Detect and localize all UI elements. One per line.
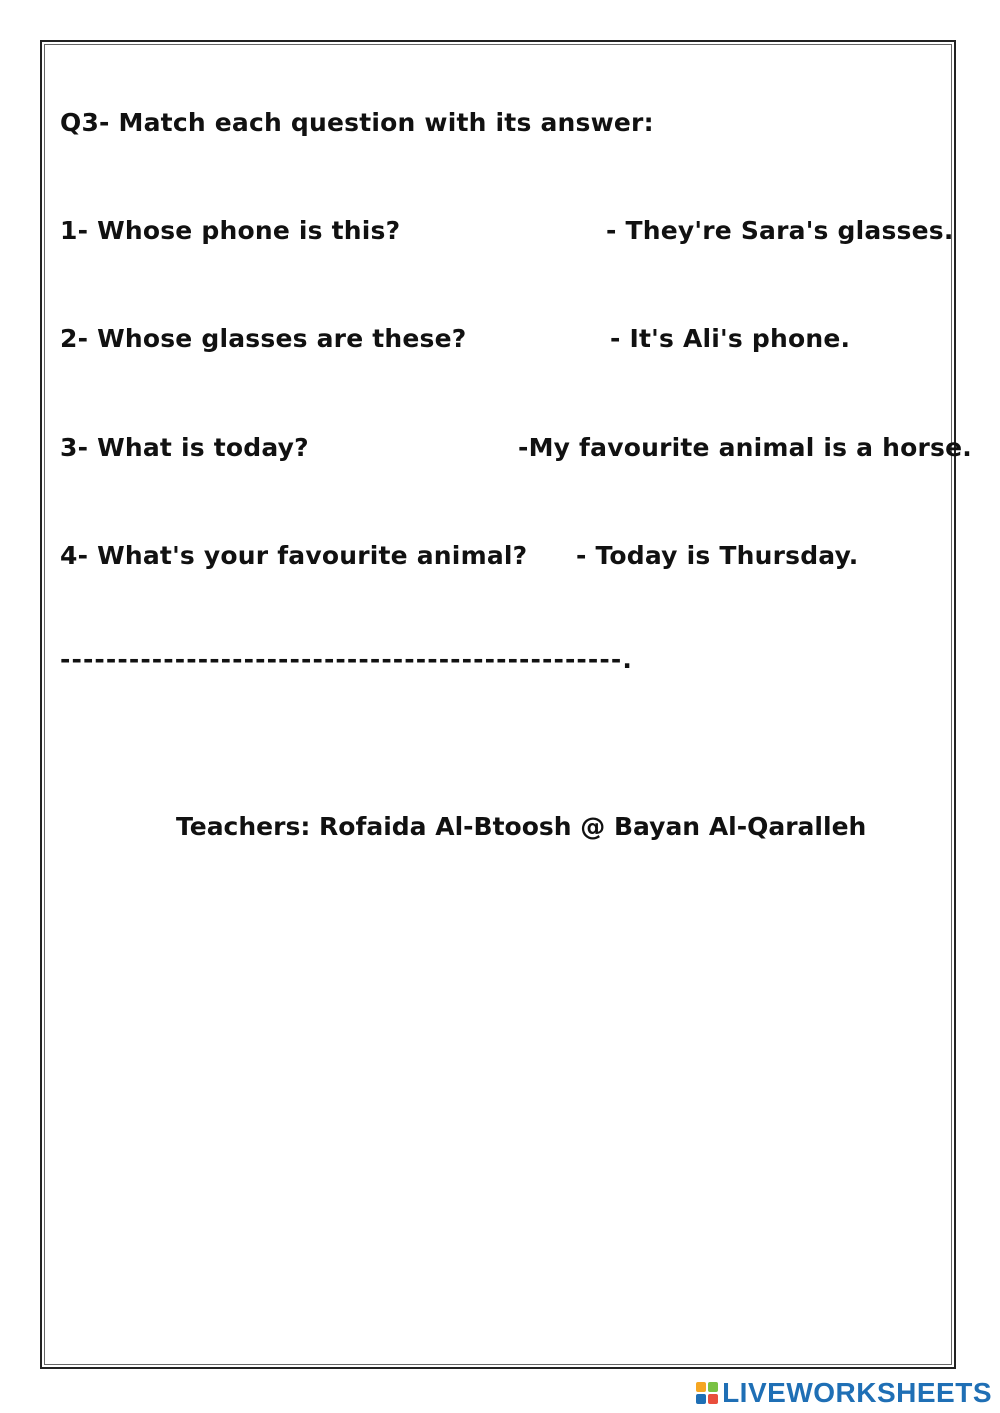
logo-brand-text: LIVEWORKSHEETS: [722, 1377, 992, 1408]
logo-square-4: [708, 1394, 718, 1404]
question-heading: Q3- Match each question with its answer:: [60, 108, 654, 137]
logo-square-3: [696, 1394, 706, 1404]
logo-square-1: [696, 1382, 706, 1392]
answer-2: - It's Ali's phone.: [610, 324, 851, 353]
question-2: 2- Whose glasses are these?: [60, 324, 467, 353]
question-1: 1- Whose phone is this?: [60, 216, 401, 245]
teachers-credit: Teachers: Rofaida Al-Btoosh @ Bayan Al-Qaralleh: [176, 812, 867, 841]
answer-3: -My favourite animal is a horse.: [518, 433, 972, 462]
answer-4: - Today is Thursday.: [576, 541, 859, 570]
logo-square-2: [708, 1382, 718, 1392]
question-3: 3- What is today?: [60, 433, 309, 462]
dashed-separator: -------------------------------------------------.: [60, 645, 633, 674]
liveworksheets-logo: [696, 1377, 992, 1409]
logo-grid-icon: [696, 1382, 718, 1404]
question-4: 4- What's your favourite animal?: [60, 541, 528, 570]
answer-1: - They're Sara's glasses.: [606, 216, 954, 245]
